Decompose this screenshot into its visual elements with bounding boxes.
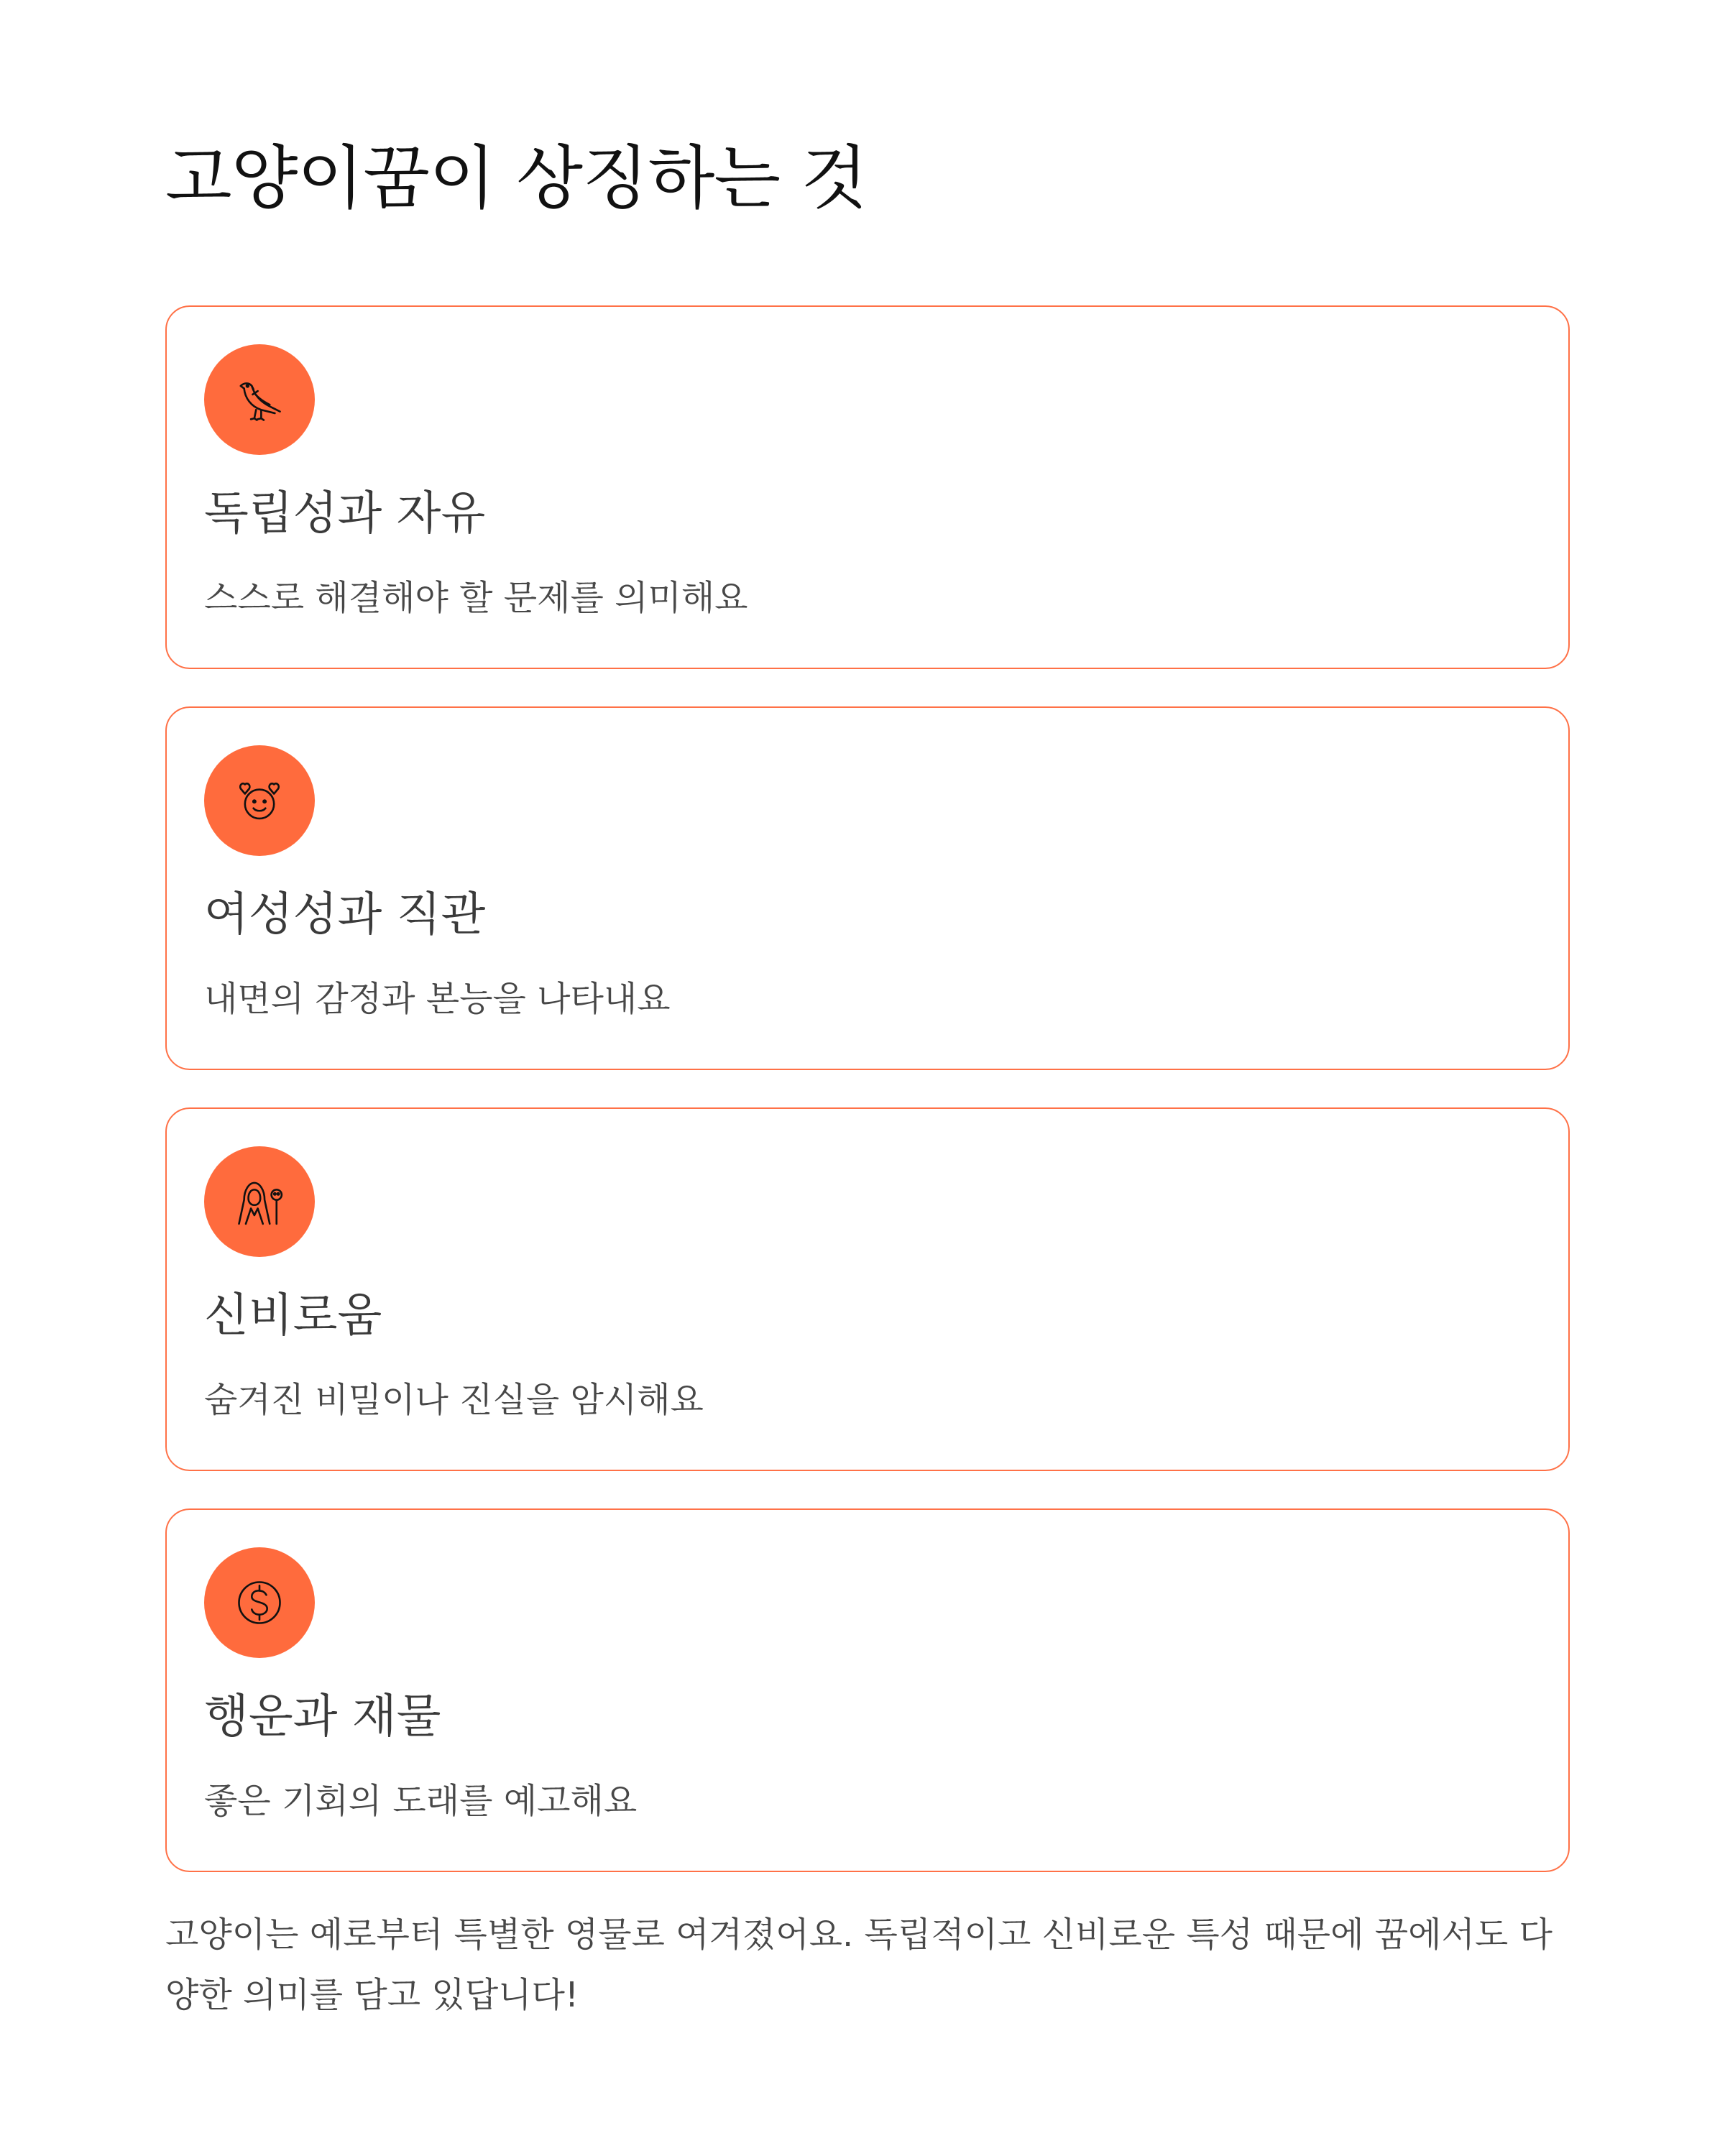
icon-badge [204, 344, 315, 455]
symbol-card-fortune [165, 1508, 1570, 1872]
hooded-figure-skull-icon [232, 1174, 287, 1229]
icon-badge [204, 1146, 315, 1257]
card-title: 행운과 재물 [204, 1690, 441, 1743]
symbol-card-mystery [165, 1107, 1570, 1471]
smiley-hearts-icon [232, 773, 287, 828]
dollar-coin-icon [232, 1575, 287, 1630]
icon-badge [204, 1547, 315, 1658]
card-title: 독립성과 자유 [204, 487, 486, 540]
card-description: 좋은 기회의 도래를 예고해요 [204, 1781, 638, 1821]
card-description: 스스로 해결해야 할 문제를 의미해요 [204, 578, 748, 618]
card-title: 여성성과 직관 [204, 888, 486, 941]
symbol-card-independence [165, 305, 1570, 669]
card-title: 신비로움 [204, 1289, 382, 1342]
bird-icon [232, 372, 287, 427]
card-description: 내면의 감정과 본능을 나타내요 [204, 979, 671, 1019]
card-description: 숨겨진 비밀이나 진실을 암시해요 [204, 1380, 704, 1420]
icon-badge [204, 745, 315, 856]
footer-paragraph: 고양이는 예로부터 특별한 영물로 여겨졌어요. 독립적이고 신비로운 특성 때문에 꿈에서도 다양한 의미를 담고 있답니다! [165, 1915, 1552, 2015]
symbol-card-intuition [165, 706, 1570, 1070]
symbol-card-list [165, 305, 1570, 1909]
page-title: 고양이꿈이 상징하는 것 [165, 138, 868, 218]
